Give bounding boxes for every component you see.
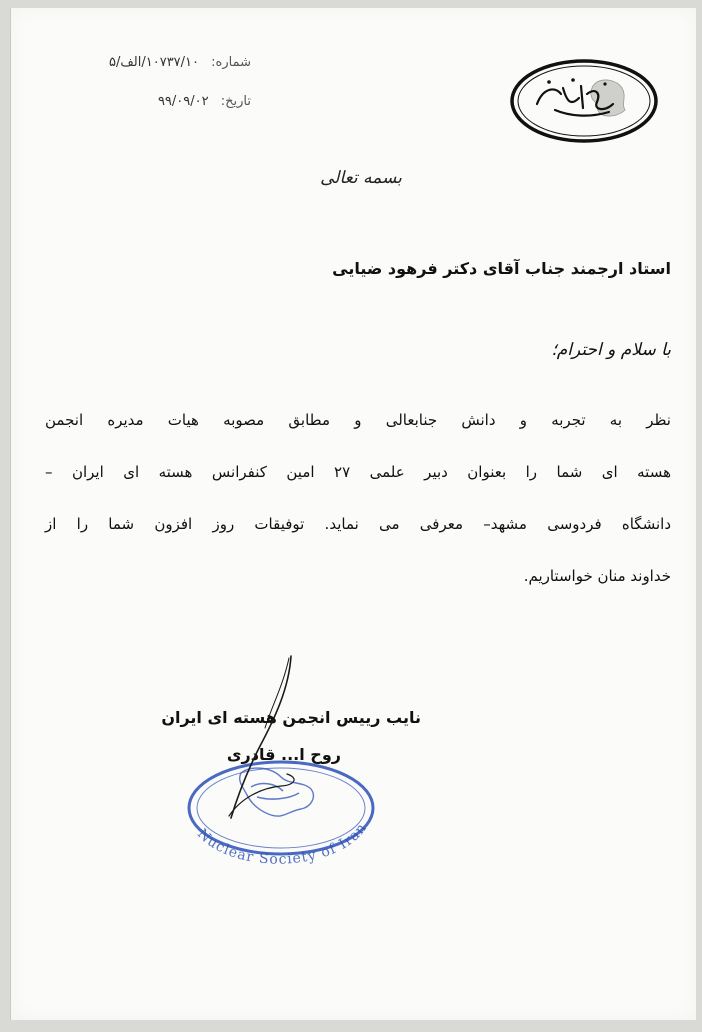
body-line: دانشگاه فردوسی مشهد– معرفی می نماید. توفیقات روز افزون شما را از: [45, 515, 671, 533]
signatory-title: نایب رییس انجمن هسته ای ایران: [161, 708, 421, 727]
body-line: نظر به تجربه و دانش جنابعالی و مطابق مصوبه هیات مدیره انجمن: [45, 411, 671, 429]
society-logo: [509, 58, 659, 144]
addressee-line: استاد ارجمند جناب آقای دکتر فرهود ضیایی: [332, 259, 671, 278]
letter-number: [61, 55, 251, 70]
letter-number-value: ۱۰۷۳۷/۱۰/الف/۵: [108, 55, 200, 70]
letter-date-value: ۹۹/۰۹/۰۲: [157, 94, 209, 109]
greeting-line: با سلام و احترام؛: [551, 340, 671, 360]
stamp-text: Nuclear Society of Iran: [193, 819, 371, 868]
letter-page: [10, 8, 696, 1020]
body-line: هسته ای شما را بعنوان دبیر علمی ۲۷ امین کنفرانس هسته ای ایران –: [45, 463, 672, 481]
body-line: خداوند منان خواستاریم.: [523, 567, 671, 585]
letter-date-label: تاریخ:: [220, 94, 251, 109]
handwritten-signature: [171, 648, 341, 828]
signatory-name: روح ا... قادری: [226, 745, 341, 764]
letter-date: [61, 94, 251, 109]
bism-heading: بسمه تعالی: [320, 168, 402, 188]
letter-number-label: شماره:: [211, 55, 251, 70]
